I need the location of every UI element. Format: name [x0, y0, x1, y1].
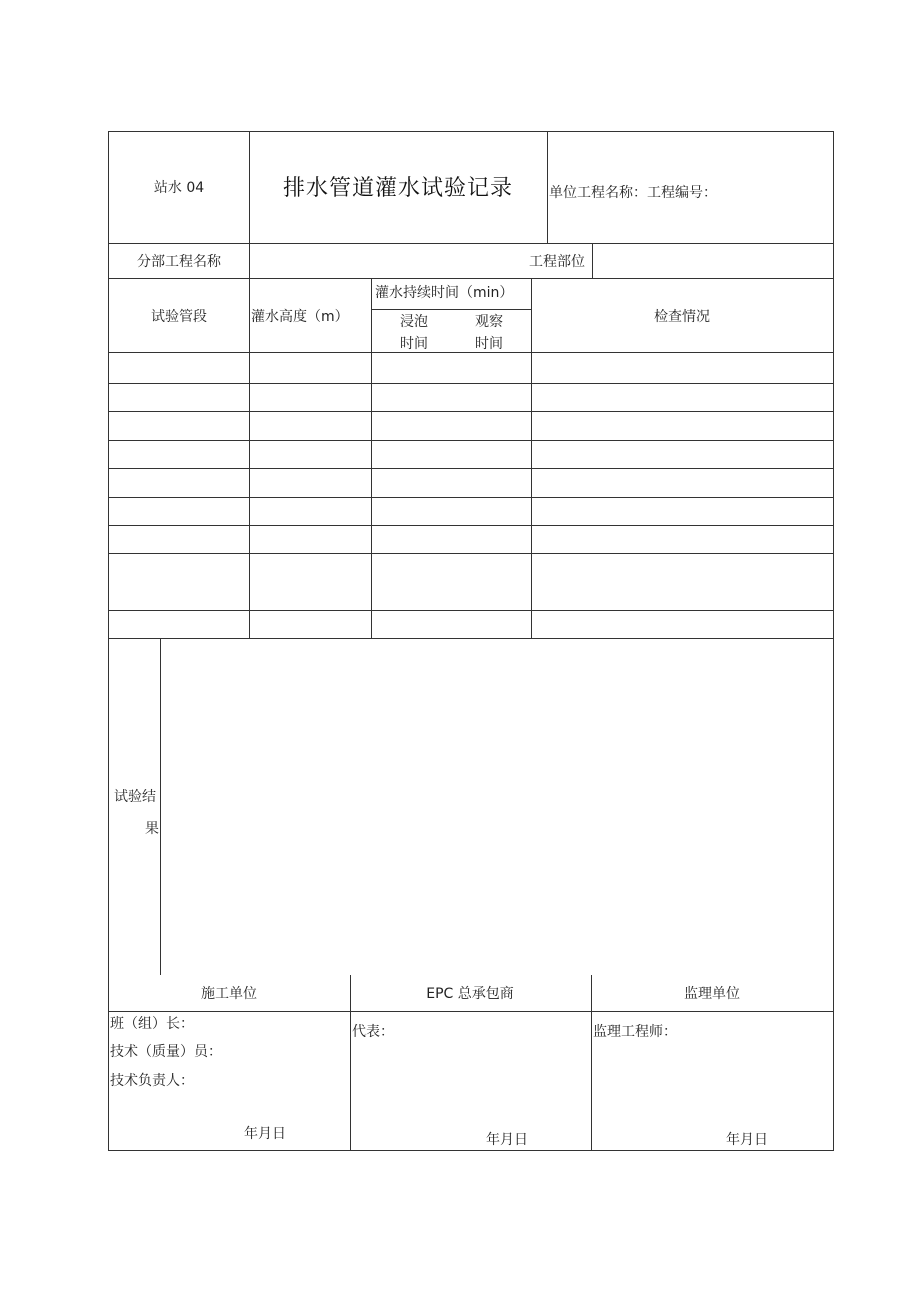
row-divider	[108, 411, 834, 412]
signature-divider	[591, 975, 592, 1151]
info-divider	[592, 243, 593, 279]
sub-header-divider	[371, 309, 531, 310]
header-divider	[249, 131, 250, 244]
result-label: 试验结	[114, 789, 156, 805]
unit-project-label: 单位工程名称：工程编号：	[549, 185, 717, 201]
team-leader-label: 班（组）长：	[110, 1016, 194, 1032]
column-divider	[371, 278, 372, 639]
form-border-top	[108, 131, 834, 132]
result-label: 果	[145, 821, 159, 837]
row-divider	[108, 278, 834, 279]
height-header: 灌水高度（m）	[251, 309, 349, 325]
sub-project-label: 分部工程名称	[137, 254, 221, 270]
form-title: 排水管道灌水试验记录	[282, 176, 514, 201]
soak-time-header: 浸泡	[400, 314, 428, 330]
tech-lead-label: 技术负责人：	[110, 1073, 194, 1089]
inspection-header: 检查情况	[654, 309, 710, 325]
row-divider	[108, 638, 834, 639]
observe-time-header: 时间	[475, 336, 503, 352]
technician-label: 技术（质量）员：	[110, 1044, 222, 1060]
row-divider	[108, 440, 834, 441]
row-divider	[108, 497, 834, 498]
result-divider	[160, 638, 161, 975]
row-divider	[108, 243, 834, 244]
signature-title-divider	[108, 1011, 834, 1012]
location-label: 工程部位	[529, 254, 585, 270]
row-divider	[108, 352, 834, 353]
row-divider	[108, 468, 834, 469]
soak-time-header: 时间	[400, 336, 428, 352]
epc-representative-label: 代表：	[352, 1024, 394, 1040]
construction-date: 年月日	[244, 1126, 286, 1142]
form-border-bottom	[108, 1150, 834, 1151]
epc-title: EPC 总承包商	[426, 986, 514, 1002]
signature-divider	[350, 975, 351, 1151]
info-divider	[249, 243, 250, 279]
form-border-left	[108, 131, 109, 1151]
row-divider	[108, 553, 834, 554]
column-divider	[531, 278, 532, 639]
supervising-engineer-label: 监理工程师：	[593, 1024, 677, 1040]
header-divider	[547, 131, 548, 244]
duration-header: 灌水持续时间（min）	[375, 285, 514, 301]
column-divider	[249, 278, 250, 639]
observe-time-header: 观察	[475, 314, 503, 330]
row-divider	[108, 525, 834, 526]
row-divider	[108, 383, 834, 384]
form-border-right	[833, 131, 834, 1151]
construction-unit-title: 施工单位	[201, 986, 257, 1002]
form-code: 站水 04	[153, 180, 205, 196]
segment-header: 试验管段	[151, 309, 207, 325]
supervision-unit-title: 监理单位	[684, 986, 740, 1002]
row-divider	[108, 610, 834, 611]
epc-date: 年月日	[486, 1132, 528, 1148]
supervision-date: 年月日	[726, 1132, 768, 1148]
